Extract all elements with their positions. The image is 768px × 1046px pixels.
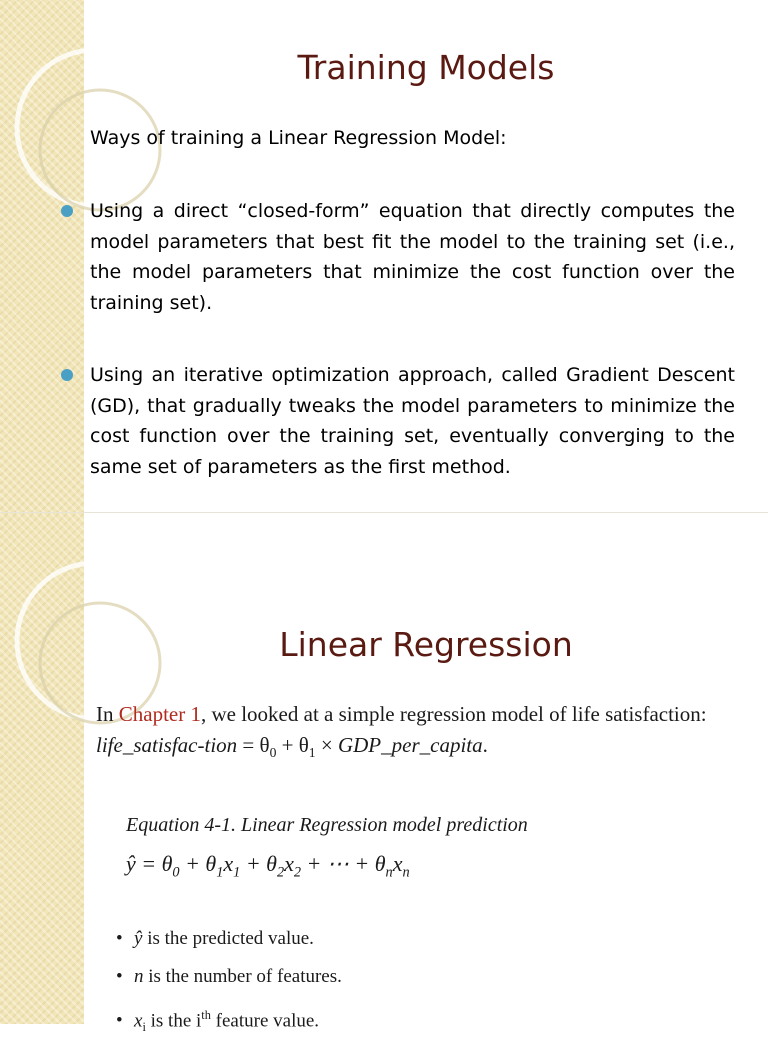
intro-text: Ways of training a Linear Regression Model: xyxy=(90,127,507,149)
chapter-link: Chapter 1 xyxy=(118,702,201,726)
bullet-list xyxy=(90,196,735,524)
bullet-dot-icon xyxy=(61,205,73,217)
list-item: Using an iterative optimization approach, called Gradient Descent (GD), that gradually tweaks the model parameters to minimize the cost function over the training set, eventually converging to the same set of parameters as the first method. xyxy=(90,360,735,482)
list-item: Using a direct “closed-form” equation that directly computes the model parameters that best fit the model to the training set (i.e., the model parameters that minimize the cost function over the training set). xyxy=(90,196,735,318)
book-excerpt xyxy=(96,699,756,1046)
decorative-arcs-icon xyxy=(0,513,110,1025)
equation: ŷ = $\theta_0 + \theta_1x_1 + \theta_2x_2$ + ⋯ + $\theta_nx_n$ xyxy=(126,851,410,881)
slide-training-models xyxy=(0,0,768,512)
page-title: Training Models xyxy=(297,48,555,87)
list-item: • ŷ is the predicted value. xyxy=(116,927,314,949)
definition-list xyxy=(116,920,756,1046)
bullet-dot-icon xyxy=(61,369,73,381)
equation-caption: Equation 4-1. Linear Regression model prediction xyxy=(126,814,528,837)
page-title: Linear Regression xyxy=(279,625,573,664)
intro-paragraph: In Chapter 1, we looked at a simple regression model of life satisfaction: life_satisfac-tion = $\theta_0 + \theta_1$ × GDP_per_capita. xyxy=(96,702,707,761)
list-item: • n is the number of features. xyxy=(116,965,342,987)
slide-linear-regression xyxy=(0,512,768,1034)
list-item: • $x_i$ is the $i^{th}$ feature value. xyxy=(116,1007,320,1034)
